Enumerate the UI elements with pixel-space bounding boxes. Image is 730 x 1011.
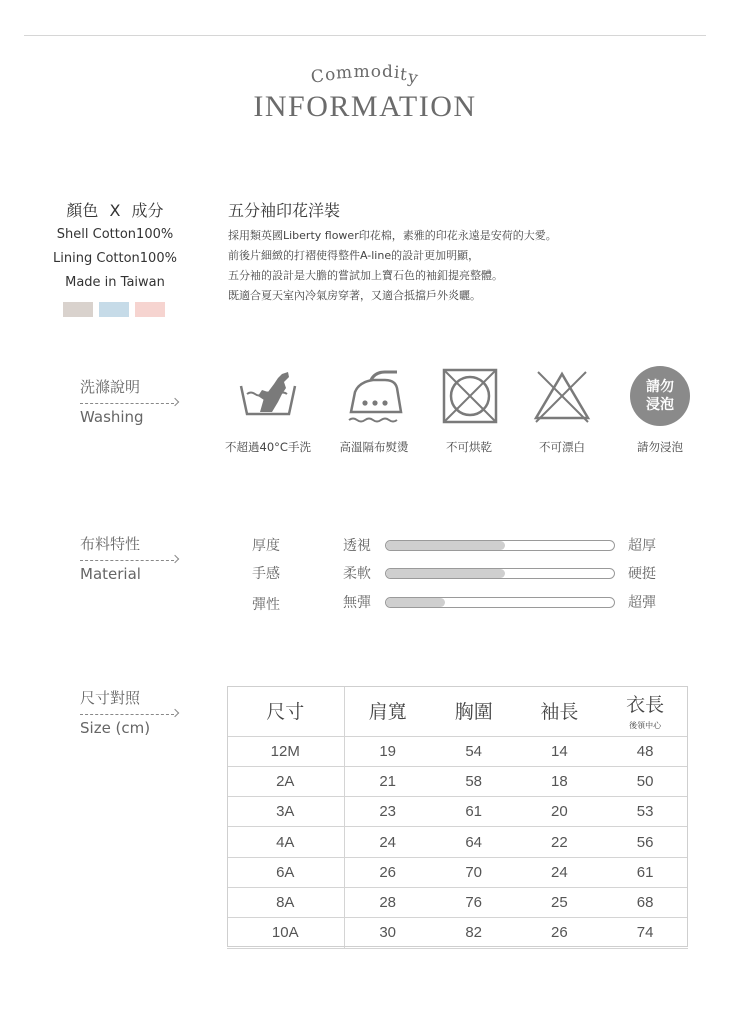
subtitle-letter: C bbox=[309, 66, 327, 88]
header-chest: 胸圍 bbox=[431, 686, 517, 736]
table-cell: 2A bbox=[227, 766, 344, 796]
table-cell: 26 bbox=[517, 918, 603, 948]
header-sleeve: 袖長 bbox=[517, 686, 603, 736]
table-cell: 61 bbox=[602, 857, 688, 887]
table-cell: 54 bbox=[431, 736, 517, 766]
table-cell: 53 bbox=[602, 797, 688, 827]
table-cell: 12M bbox=[227, 736, 344, 766]
material-name: 手感 bbox=[252, 566, 280, 582]
table-cell: 8A bbox=[227, 887, 344, 917]
shell-spec: Shell Cotton100% bbox=[56, 227, 174, 242]
table-cell: 48 bbox=[602, 736, 688, 766]
table-cell: 82 bbox=[431, 918, 517, 948]
information-title: INFORMATION bbox=[253, 90, 477, 123]
material-level-fill bbox=[386, 569, 505, 578]
header-length-label: 衣長 bbox=[626, 695, 665, 717]
subtitle-letter: o bbox=[324, 64, 338, 86]
color-swatches bbox=[63, 302, 173, 317]
material-row-thickness bbox=[0, 535, 730, 555]
origin-spec: Made in Taiwan bbox=[65, 275, 165, 290]
material-max-label: 硬挺 bbox=[628, 566, 656, 582]
material-level-bar bbox=[385, 568, 615, 579]
lining-spec: Lining Cotton100% bbox=[53, 251, 177, 266]
table-cell: 18 bbox=[517, 766, 603, 796]
subtitle-letter: y bbox=[406, 67, 421, 89]
no-soak-icon bbox=[630, 366, 690, 426]
top-divider bbox=[24, 35, 706, 36]
table-cell: 28 bbox=[344, 887, 431, 917]
material-label-zh: 布料特性 bbox=[80, 535, 141, 553]
subtitle-letter: d bbox=[381, 62, 394, 82]
product-title: 五分袖印花洋裝 bbox=[228, 201, 341, 220]
no-soak-line-1: 請勿 bbox=[646, 379, 674, 395]
table-row bbox=[227, 736, 688, 766]
material-level-fill bbox=[386, 598, 445, 607]
dashed-arrow-icon bbox=[80, 399, 178, 407]
swatch-beige bbox=[63, 302, 93, 317]
hand-wash-icon bbox=[238, 368, 298, 424]
table-cell: 68 bbox=[602, 887, 688, 917]
table-cell: 24 bbox=[517, 857, 603, 887]
no-tumble-dry-caption: 不可烘乾 bbox=[446, 440, 492, 454]
subtitle-letter: o bbox=[370, 62, 382, 82]
material-row-elasticity bbox=[0, 592, 730, 612]
iron-caption: 高溫隔布熨燙 bbox=[339, 440, 409, 454]
table-cell: 19 bbox=[344, 736, 431, 766]
table-cell: 4A bbox=[227, 827, 344, 857]
table-cell: 64 bbox=[431, 827, 517, 857]
table-cell: 20 bbox=[517, 797, 603, 827]
washing-label-en: Washing bbox=[80, 408, 144, 426]
table-row bbox=[227, 918, 688, 948]
material-level-bar bbox=[385, 540, 615, 551]
size-label-en: Size (cm) bbox=[80, 719, 151, 737]
dashed-arrow-icon bbox=[80, 710, 178, 718]
material-min-label: 無彈 bbox=[343, 595, 371, 611]
no-bleach-icon bbox=[532, 368, 592, 424]
material-row-hand-feel bbox=[0, 563, 730, 583]
product-description bbox=[228, 226, 557, 306]
table-cell: 56 bbox=[602, 827, 688, 857]
commodity-subtitle bbox=[0, 62, 730, 89]
iron-icon bbox=[345, 368, 405, 424]
washing-label-zh: 洗滌說明 bbox=[80, 378, 141, 396]
size-table-header bbox=[227, 686, 688, 736]
header-size: 尺寸 bbox=[227, 686, 344, 736]
table-row bbox=[227, 827, 688, 857]
table-cell: 70 bbox=[431, 857, 517, 887]
table-cell: 30 bbox=[344, 918, 431, 948]
subtitle-letter: m bbox=[335, 62, 355, 84]
hand-wash-caption: 不超過40°C手洗 bbox=[225, 440, 311, 454]
table-cell: 74 bbox=[602, 918, 688, 948]
description-line: 採用類英國Liberty flower印花棉，素雅的印花永遠是安荷的大愛。 bbox=[228, 229, 557, 242]
material-level-fill bbox=[386, 541, 505, 550]
material-min-label: 透視 bbox=[343, 538, 371, 554]
table-row bbox=[227, 797, 688, 827]
header-shoulder: 肩寬 bbox=[344, 686, 431, 736]
header-length bbox=[602, 686, 688, 736]
table-cell: 76 bbox=[431, 887, 517, 917]
table-row bbox=[227, 887, 688, 917]
table-cell: 22 bbox=[517, 827, 603, 857]
size-label-zh: 尺寸對照 bbox=[80, 689, 141, 707]
table-cell: 26 bbox=[344, 857, 431, 887]
material-name: 厚度 bbox=[252, 538, 280, 554]
color-composition-title: 顏色 X 成分 bbox=[66, 201, 164, 220]
table-cell: 21 bbox=[344, 766, 431, 796]
no-soak-caption: 請勿浸泡 bbox=[637, 440, 683, 454]
size-table bbox=[227, 686, 688, 949]
material-level-bar bbox=[385, 597, 615, 608]
subtitle-letter: i bbox=[393, 62, 402, 84]
table-cell: 23 bbox=[344, 797, 431, 827]
table-cell: 6A bbox=[227, 857, 344, 887]
material-name: 彈性 bbox=[252, 597, 280, 613]
material-max-label: 超彈 bbox=[628, 595, 656, 611]
material-label-en: Material bbox=[80, 565, 141, 583]
table-cell: 10A bbox=[227, 918, 344, 948]
table-cell: 61 bbox=[431, 797, 517, 827]
subtitle-letter: t bbox=[399, 64, 410, 86]
description-line: 既適合夏天室內冷氣房穿著，又適合抵擋戶外炎曬。 bbox=[228, 289, 481, 302]
no-bleach-caption: 不可漂白 bbox=[539, 440, 585, 454]
table-cell: 14 bbox=[517, 736, 603, 766]
table-cell: 3A bbox=[227, 797, 344, 827]
swatch-pink bbox=[135, 302, 165, 317]
washing-label bbox=[80, 376, 210, 426]
table-cell: 24 bbox=[344, 827, 431, 857]
description-line: 前後片細緻的打褶使得整件A-line的設計更加明顯， bbox=[228, 249, 480, 262]
table-row bbox=[227, 857, 688, 887]
table-cell: 58 bbox=[431, 766, 517, 796]
header-length-note: 後領中心 bbox=[629, 721, 662, 731]
swatch-blue bbox=[99, 302, 129, 317]
no-soak-line-2: 浸泡 bbox=[646, 397, 674, 413]
no-tumble-dry-icon bbox=[440, 368, 500, 424]
table-cell: 50 bbox=[602, 766, 688, 796]
subtitle-letter: m bbox=[353, 62, 371, 82]
material-min-label: 柔軟 bbox=[343, 566, 371, 582]
material-max-label: 超厚 bbox=[628, 538, 656, 554]
size-label bbox=[80, 687, 210, 737]
table-cell: 25 bbox=[517, 887, 603, 917]
description-line: 五分袖的設計是大膽的嘗試加上寶石色的袖釦提亮整體。 bbox=[228, 269, 503, 282]
table-row bbox=[227, 766, 688, 796]
